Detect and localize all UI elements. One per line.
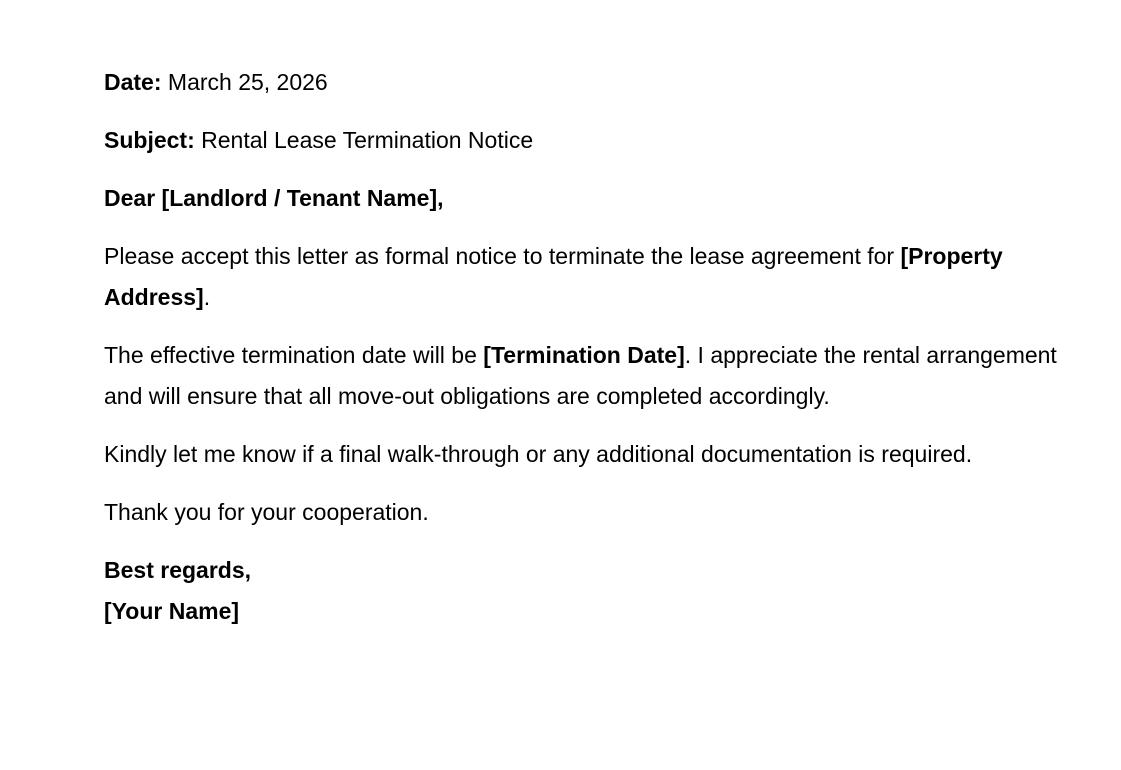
property-address-placeholder: [Property Address] xyxy=(104,243,1003,310)
paragraph-notice-text: Please accept this letter as formal notice to terminate the lease agreement for xyxy=(104,243,901,269)
subject-line xyxy=(104,120,1084,161)
paragraph-notice xyxy=(104,236,1084,318)
signature: [Your Name] xyxy=(104,598,240,624)
paragraph-termination-end: . I appreciate the rental arrangement and will ensure that all move-out obligations are completed accordingly. xyxy=(104,342,1057,409)
letter-document xyxy=(104,62,1084,632)
date-line xyxy=(104,62,1084,103)
paragraph-termination-text: The effective termination date will be xyxy=(104,342,484,368)
subject-value: Rental Lease Termination Notice xyxy=(194,127,534,153)
date-label: Date: xyxy=(104,69,162,95)
paragraph-notice-end: . xyxy=(203,284,211,310)
subject-label: Subject: xyxy=(104,127,195,153)
date-value: March 25, 2026 xyxy=(161,69,328,95)
paragraph-thanks: Thank you for your cooperation. xyxy=(104,499,429,525)
closing: Best regards, xyxy=(104,557,252,583)
termination-date-placeholder: [Termination Date] xyxy=(483,342,685,368)
paragraph-termination-date xyxy=(104,335,1084,417)
paragraph-walkthrough: Kindly let me know if a final walk-through or any additional documentation is required. xyxy=(104,441,973,467)
salutation: Dear [Landlord / Tenant Name], xyxy=(104,185,444,211)
